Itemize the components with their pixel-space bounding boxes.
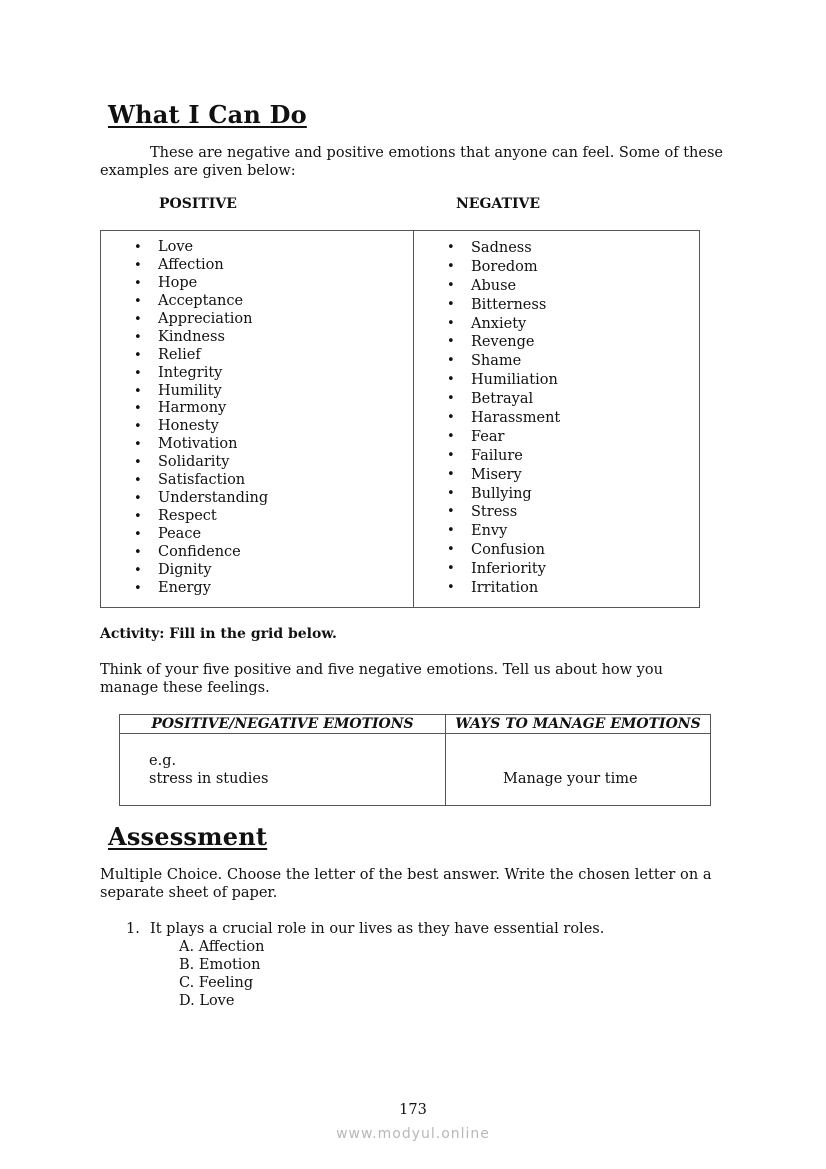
negative-emotion-item: • Harassment bbox=[471, 409, 560, 428]
positive-emotion-item: • Peace bbox=[158, 526, 268, 544]
positive-emotions-list bbox=[158, 239, 268, 598]
positive-emotion-item: • Respect bbox=[158, 508, 268, 526]
positive-emotion-item: • Satisfaction bbox=[158, 472, 268, 490]
negative-emotion-item: • Confusion bbox=[471, 541, 560, 560]
negative-emotion-item: • Misery bbox=[471, 466, 560, 485]
assessment-instructions-line-2: separate sheet of paper. bbox=[100, 885, 278, 901]
positive-emotion-item: • Honesty bbox=[158, 418, 268, 436]
intro-line-2: examples are given below: bbox=[100, 163, 296, 179]
negative-emotion-item: • Sadness bbox=[471, 239, 560, 258]
negative-emotion-item: • Anxiety bbox=[471, 315, 560, 334]
negative-emotion-item: • Boredom bbox=[471, 258, 560, 277]
activity-text-line-2: manage these feelings. bbox=[100, 680, 270, 696]
positive-emotion-item: • Relief bbox=[158, 347, 268, 365]
positive-emotion-item: • Motivation bbox=[158, 436, 268, 454]
question-1-option-c: C. Feeling bbox=[179, 975, 254, 991]
question-1-option-d: D. Love bbox=[179, 993, 235, 1009]
negative-emotion-item: • Betrayal bbox=[471, 390, 560, 409]
positive-emotion-item: • Dignity bbox=[158, 562, 268, 580]
positive-emotion-item: • Love bbox=[158, 239, 268, 257]
example-way: Manage your time bbox=[503, 771, 638, 787]
negative-emotion-item: • Failure bbox=[471, 447, 560, 466]
positive-emotion-item: • Appreciation bbox=[158, 311, 268, 329]
positive-emotion-item: • Humility bbox=[158, 383, 268, 401]
grid-header-emotions: POSITIVE/NEGATIVE EMOTIONS bbox=[120, 715, 446, 734]
positive-emotion-item: • Hope bbox=[158, 275, 268, 293]
positive-emotion-item: • Integrity bbox=[158, 365, 268, 383]
negative-emotion-item: • Bitterness bbox=[471, 296, 560, 315]
negative-emotions-list bbox=[471, 239, 560, 598]
positive-emotion-item: • Kindness bbox=[158, 329, 268, 347]
intro-line-1: These are negative and positive emotions that anyone can feel. Some of these bbox=[150, 145, 723, 161]
grid-header-ways: WAYS TO MANAGE EMOTIONS bbox=[446, 715, 711, 734]
question-1-option-a: A. Affection bbox=[179, 939, 265, 955]
question-1-text: It plays a crucial role in our lives as they have essential roles. bbox=[150, 921, 605, 937]
positive-emotion-item: • Acceptance bbox=[158, 293, 268, 311]
activity-grid bbox=[119, 714, 711, 806]
positive-column-header: POSITIVE bbox=[159, 196, 237, 212]
activity-text-line-1: Think of your five positive and five negative emotions. Tell us about how you bbox=[100, 662, 663, 678]
negative-emotion-item: • Irritation bbox=[471, 579, 560, 598]
negative-emotion-item: • Shame bbox=[471, 352, 560, 371]
negative-emotion-item: • Revenge bbox=[471, 333, 560, 352]
negative-emotion-item: • Abuse bbox=[471, 277, 560, 296]
positive-emotion-item: • Energy bbox=[158, 580, 268, 598]
positive-emotion-item: • Harmony bbox=[158, 400, 268, 418]
grid-cell-emotion[interactable] bbox=[120, 734, 446, 806]
negative-emotion-item: • Envy bbox=[471, 522, 560, 541]
example-label: e.g. bbox=[149, 753, 177, 769]
negative-emotion-item: • Fear bbox=[471, 428, 560, 447]
negative-emotion-item: • Bullying bbox=[471, 485, 560, 504]
section-heading-what-i-can-do: What I Can Do bbox=[108, 100, 307, 129]
grid-cell-way[interactable] bbox=[446, 734, 711, 806]
question-1-option-b: B. Emotion bbox=[179, 957, 261, 973]
positive-emotion-item: • Confidence bbox=[158, 544, 268, 562]
negative-emotion-item: • Inferiority bbox=[471, 560, 560, 579]
positive-emotion-item: • Understanding bbox=[158, 490, 268, 508]
negative-column-header: NEGATIVE bbox=[456, 196, 541, 212]
question-1-number: 1. bbox=[126, 921, 140, 937]
emotions-table-divider bbox=[413, 230, 414, 608]
negative-emotion-item: • Stress bbox=[471, 503, 560, 522]
watermark: www.modyul.online bbox=[336, 1126, 490, 1142]
activity-title: Activity: Fill in the grid below. bbox=[100, 626, 337, 642]
page-number: 173 bbox=[399, 1102, 427, 1118]
positive-emotion-item: • Solidarity bbox=[158, 454, 268, 472]
assessment-instructions-line-1: Multiple Choice. Choose the letter of the best answer. Write the chosen letter on a bbox=[100, 867, 712, 883]
negative-emotion-item: • Humiliation bbox=[471, 371, 560, 390]
example-emotion: stress in studies bbox=[149, 771, 269, 787]
positive-emotion-item: • Affection bbox=[158, 257, 268, 275]
section-heading-assessment: Assessment bbox=[108, 822, 268, 851]
